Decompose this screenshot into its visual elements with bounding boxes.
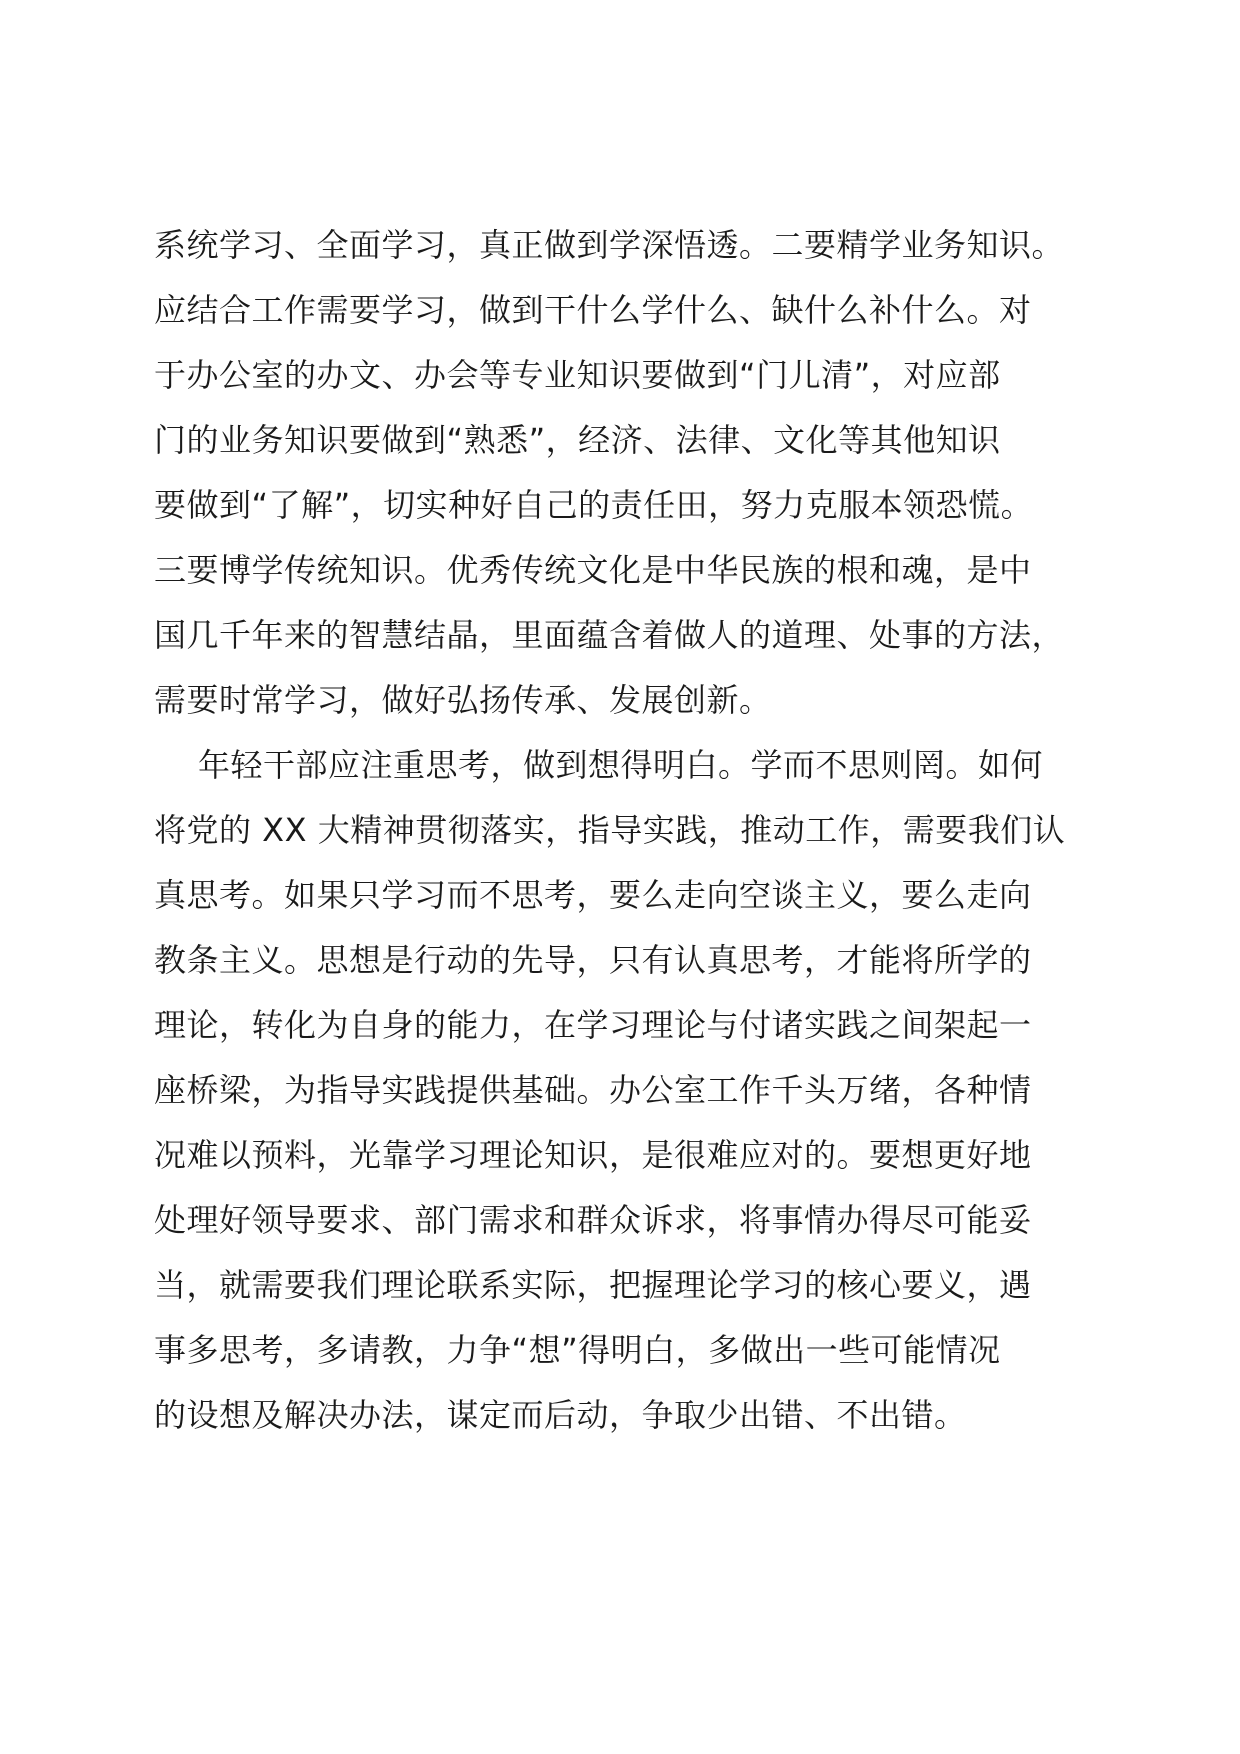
text-line: 况难以预料，光靠学习理论知识，是很难应对的。要想更好地: [154, 1136, 1032, 1174]
document-body: [154, 213, 1094, 1448]
text-line: 事多思考，多请教，力争“想”得明白，多做出一些可能情况: [154, 1331, 1001, 1369]
paragraph-first-line: 年轻干部应注重思考，做到想得明白。学而不思则罔。如何: [198, 746, 1044, 784]
text-line: 教条主义。思想是行动的先导，只有认真思考，才能将所学的: [154, 941, 1032, 979]
text-line: 座桥梁，为指导实践提供基础。办公室工作千头万绪，各种情: [154, 1071, 1032, 1109]
text-line: 三要博学传统知识。优秀传统文化是中华民族的根和魂，是中: [154, 551, 1032, 589]
text-line: 系统学习、全面学习，真正做到学深悟透。二要精学业务知识。: [154, 226, 1065, 264]
text-line: 处理好领导要求、部门需求和群众诉求，将事情办得尽可能妥: [154, 1201, 1032, 1239]
text-line: 的设想及解决办法，谋定而后动，争取少出错、不出错。: [154, 1396, 967, 1434]
text-line: 将党的 XX 大精神贯彻落实，指导实践，推动工作，需要我们认: [154, 811, 1066, 849]
text-line: 于办公室的办文、办会等专业知识要做到“门儿清”，对应部: [154, 356, 1001, 394]
text-line: 当，就需要我们理论联系实际，把握理论学习的核心要义，遇: [154, 1266, 1032, 1304]
text-line: 国几千年来的智慧结晶，里面蕴含着做人的道理、处事的方法，: [154, 616, 1065, 654]
text-line: 门的业务知识要做到“熟悉”，经济、法律、文化等其他知识: [154, 421, 1001, 459]
text-line: 理论，转化为自身的能力，在学习理论与付诸实践之间架起一: [154, 1006, 1032, 1044]
text-line: 真思考。如果只学习而不思考，要么走向空谈主义，要么走向: [154, 876, 1032, 914]
text-line: 应结合工作需要学习，做到干什么学什么、缺什么补什么。对: [154, 291, 1032, 329]
text-line: 需要时常学习，做好弘扬传承、发展创新。: [154, 681, 772, 719]
text-line: 要做到“了解”，切实种好自己的责任田，努力克服本领恐慌。: [154, 486, 1034, 524]
